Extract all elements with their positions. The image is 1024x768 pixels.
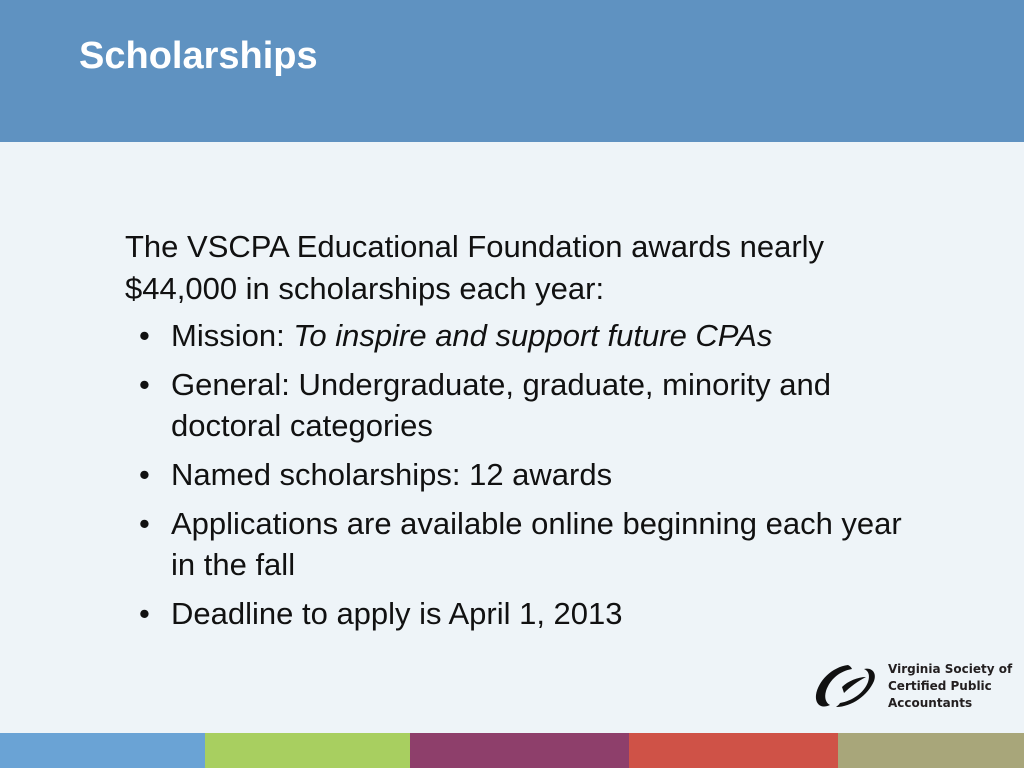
footer-color-bar <box>0 733 1024 768</box>
bullet-item-applications <box>125 503 925 585</box>
footer-segment-olive <box>838 733 1024 768</box>
bullet-icon: • <box>139 596 150 631</box>
bullet-label: Deadline to apply is April 1, 2013 <box>171 596 623 631</box>
bullet-icon: • <box>139 318 150 353</box>
vscpa-logo <box>812 658 1012 718</box>
bullet-list <box>125 315 925 634</box>
bullet-label: Applications are available online beginning each year in the fall <box>171 506 902 582</box>
content-body <box>125 226 925 642</box>
bullet-icon: • <box>139 506 150 541</box>
vscpa-swoosh-icon <box>812 661 880 713</box>
logo-line: Accountants <box>888 696 973 710</box>
bullet-label: Named scholarships: 12 awards <box>171 457 613 492</box>
page-title: Scholarships <box>79 35 318 77</box>
bullet-item-named <box>125 454 925 495</box>
bullet-label: General: Undergraduate, graduate, minority and doctoral categories <box>171 367 832 443</box>
mission-statement: To inspire and support future CPAs <box>293 318 773 353</box>
footer-segment-purple <box>410 733 629 768</box>
bullet-item-deadline <box>125 593 925 634</box>
logo-line: Virginia Society of <box>888 662 1013 676</box>
bullet-item-general <box>125 364 925 446</box>
header-band <box>0 0 1024 142</box>
bullet-item-mission <box>125 315 925 356</box>
footer-segment-blue <box>0 733 205 768</box>
logo-line: Certified Public <box>888 679 992 693</box>
bullet-icon: • <box>139 457 150 492</box>
footer-segment-red <box>629 733 838 768</box>
bullet-label: Mission: <box>171 318 294 353</box>
logo-text <box>888 661 1012 712</box>
footer-segment-green <box>205 733 410 768</box>
intro-text: The VSCPA Educational Foundation awards nearly $44,000 in scholarships each year: <box>125 229 825 306</box>
bullet-icon: • <box>139 367 150 402</box>
